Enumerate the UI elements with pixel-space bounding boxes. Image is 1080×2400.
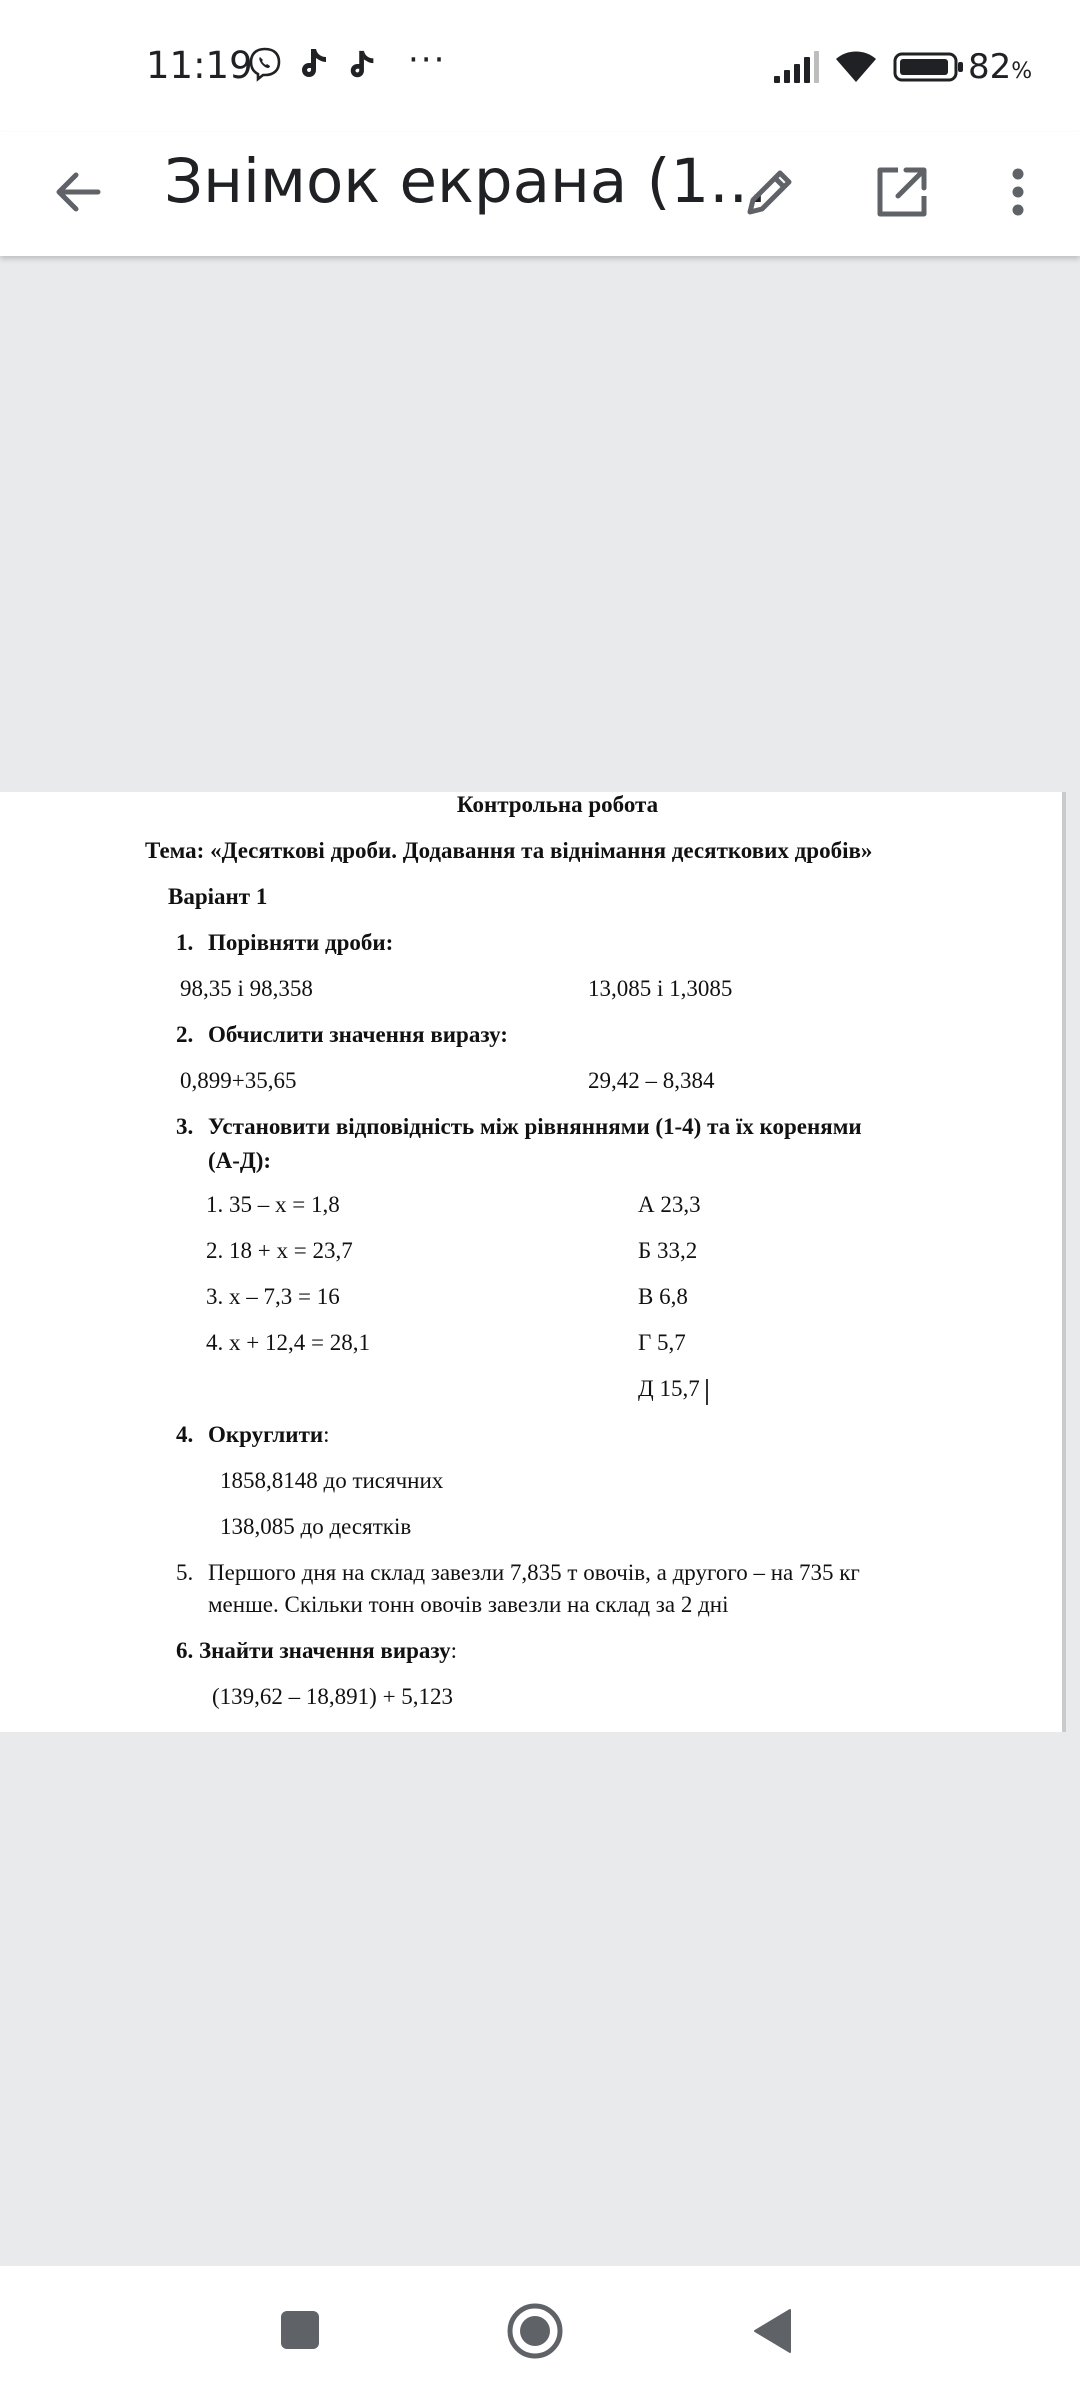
- q6-expression: (139,62 – 18,891) + 5,123: [212, 1684, 454, 1709]
- doc-heading: Контрольна робота: [456, 792, 659, 817]
- status-bar: [0, 0, 1080, 132]
- q3-root: Д 15,7: [638, 1376, 700, 1401]
- back-arrow-icon[interactable]: [48, 162, 108, 222]
- q1-title: Порівняти дроби:: [208, 930, 394, 955]
- q3-equation: 1. 35 – х = 1,8: [206, 1192, 340, 1217]
- doc-topic: Тема: «Десяткові дроби. Додавання та віднімання десяткових дробів»: [145, 838, 873, 863]
- edit-pencil-icon[interactable]: [740, 162, 800, 222]
- q2-right: 29,42 – 8,384: [588, 1068, 715, 1093]
- q3-equation: 3. х – 7,3 = 16: [206, 1284, 340, 1309]
- q5-number: 5.: [176, 1560, 194, 1585]
- back-triangle-icon[interactable]: [752, 2308, 792, 2354]
- clock: 11:19: [146, 44, 253, 87]
- q3-root: А 23,3: [638, 1192, 701, 1217]
- q3-equation: 4. х + 12,4 = 28,1: [206, 1330, 370, 1355]
- recents-square-icon[interactable]: [280, 2310, 320, 2350]
- q3-number: 3.: [176, 1114, 194, 1139]
- q4-title: Округлити:: [208, 1422, 330, 1447]
- text-cursor: [706, 1379, 708, 1405]
- q2-left: 0,899+35,65: [180, 1068, 297, 1093]
- q5-line2: менше. Скільки тонн овочів завезли на склад за 2 дні: [208, 1592, 729, 1617]
- q4-item: 1858,8148 до тисячних: [220, 1468, 444, 1493]
- q3-title-line2: (А-Д):: [208, 1148, 272, 1173]
- document-image: [0, 792, 1062, 1732]
- tiktok-icon: [347, 48, 379, 82]
- file-title: Знімок екрана (1...: [164, 146, 768, 217]
- page-edge: [1062, 792, 1066, 1732]
- q2-title: Обчислити значення виразу:: [208, 1022, 508, 1047]
- battery-level: 82%: [968, 47, 1033, 87]
- q3-root: Б 33,2: [638, 1238, 698, 1263]
- q3-equation: 2. 18 + х = 23,7: [206, 1238, 353, 1263]
- q4-number: 4.: [176, 1422, 194, 1447]
- q6-title: 6. Знайти значення виразу:: [176, 1638, 458, 1663]
- tiktok-icon: [298, 46, 332, 82]
- battery-icon: [893, 52, 965, 82]
- viber-icon: [247, 46, 283, 82]
- app-bar: [0, 132, 1080, 256]
- navigation-bar: [0, 2266, 1080, 2400]
- doc-variant: Варіант 1: [168, 884, 268, 909]
- wifi-icon: [832, 48, 880, 84]
- q2-number: 2.: [176, 1022, 194, 1047]
- q1-right: 13,085 і 1,3085: [588, 976, 733, 1001]
- q3-root: В 6,8: [638, 1284, 688, 1309]
- signal-icon: [772, 50, 820, 84]
- q5-line1: Першого дня на склад завезли 7,835 т овочів, а другого – на 735 кг: [208, 1560, 860, 1585]
- q4-item: 138,085 до десятків: [220, 1514, 412, 1539]
- more-notifications-icon: ···: [408, 40, 447, 80]
- q3-title-line1: Установити відповідність між рівняннями (1-4) та їх коренями: [208, 1114, 862, 1139]
- q3-root: Г 5,7: [638, 1330, 686, 1355]
- q1-left: 98,35 і 98,358: [180, 976, 313, 1001]
- more-vert-icon[interactable]: [1000, 162, 1036, 222]
- home-circle-icon[interactable]: [506, 2302, 564, 2360]
- q1-number: 1.: [176, 930, 194, 955]
- open-external-icon[interactable]: [872, 162, 932, 222]
